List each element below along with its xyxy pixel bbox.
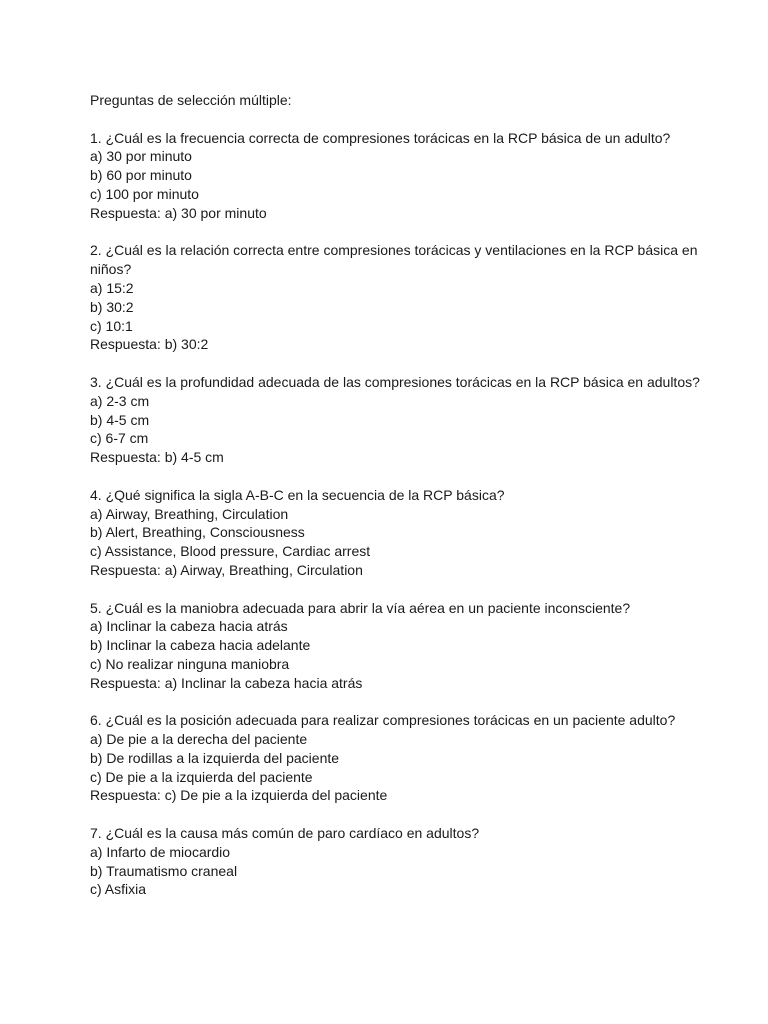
question-prompt: 2. ¿Cuál es la relación correcta entre compresiones torácicas y ventilaciones en la RCP básica en niños? (90, 242, 698, 278)
option-c: c) Asfixia (90, 881, 147, 898)
option-b: b) 4-5 cm (90, 411, 150, 428)
option-a: a) 2-3 cm (90, 392, 150, 409)
option-a: a) Airway, Breathing, Circulation (90, 505, 289, 522)
option-b: b) De rodillas a la izquierda del paciente (90, 749, 340, 766)
answer: Respuesta: b) 30:2 (90, 336, 209, 353)
question-prompt: 7. ¿Cuál es la causa más común de paro cardíaco en adultos? (90, 825, 480, 842)
option-b: b) 30:2 (90, 298, 134, 315)
option-a: a) 15:2 (90, 279, 134, 296)
question-7 (90, 824, 730, 899)
option-a: a) 30 por minuto (90, 148, 192, 165)
option-c: c) Assistance, Blood pressure, Cardiac arrest (90, 543, 371, 560)
option-b: b) 60 por minuto (90, 167, 192, 184)
option-a: a) Inclinar la cabeza hacia atrás (90, 618, 288, 635)
option-c: c) 100 por minuto (90, 185, 199, 202)
question-6 (90, 711, 730, 805)
question-4 (90, 486, 730, 580)
option-a: a) Infarto de miocardio (90, 843, 231, 860)
question-3 (90, 373, 730, 467)
document-heading: Preguntas de selección múltiple: (90, 92, 292, 108)
option-c: c) 10:1 (90, 317, 133, 334)
option-b: b) Traumatismo craneal (90, 862, 238, 879)
question-prompt: 5. ¿Cuál es la maniobra adecuada para abrir la vía aérea en un paciente inconsciente? (90, 599, 631, 616)
document-page (90, 91, 730, 918)
question-2 (90, 241, 730, 354)
question-prompt: 3. ¿Cuál es la profundidad adecuada de las compresiones torácicas en la RCP básica en adultos? (90, 373, 700, 390)
question-prompt: 6. ¿Cuál es la posición adecuada para realizar compresiones torácicas en un paciente adulto? (90, 712, 676, 729)
answer: Respuesta: a) 30 por minuto (90, 204, 267, 221)
question-1 (90, 129, 730, 223)
question-prompt: 4. ¿Qué significa la sigla A-B-C en la secuencia de la RCP básica? (90, 486, 505, 503)
option-c: c) De pie a la izquierda del paciente (90, 768, 313, 785)
option-b: b) Inclinar la cabeza hacia adelante (90, 637, 311, 654)
question-5 (90, 599, 730, 693)
answer: Respuesta: b) 4-5 cm (90, 449, 224, 466)
option-b: b) Alert, Breathing, Consciousness (90, 524, 305, 541)
option-c: c) 6-7 cm (90, 430, 149, 447)
option-a: a) De pie a la derecha del paciente (90, 731, 308, 748)
question-prompt: 1. ¿Cuál es la frecuencia correcta de compresiones torácicas en la RCP básica de un adulto? (90, 129, 671, 146)
answer: Respuesta: a) Inclinar la cabeza hacia atrás (90, 674, 363, 691)
answer: Respuesta: a) Airway, Breathing, Circulation (90, 561, 363, 578)
answer: Respuesta: c) De pie a la izquierda del paciente (90, 787, 388, 804)
option-c: c) No realizar ninguna maniobra (90, 655, 290, 672)
